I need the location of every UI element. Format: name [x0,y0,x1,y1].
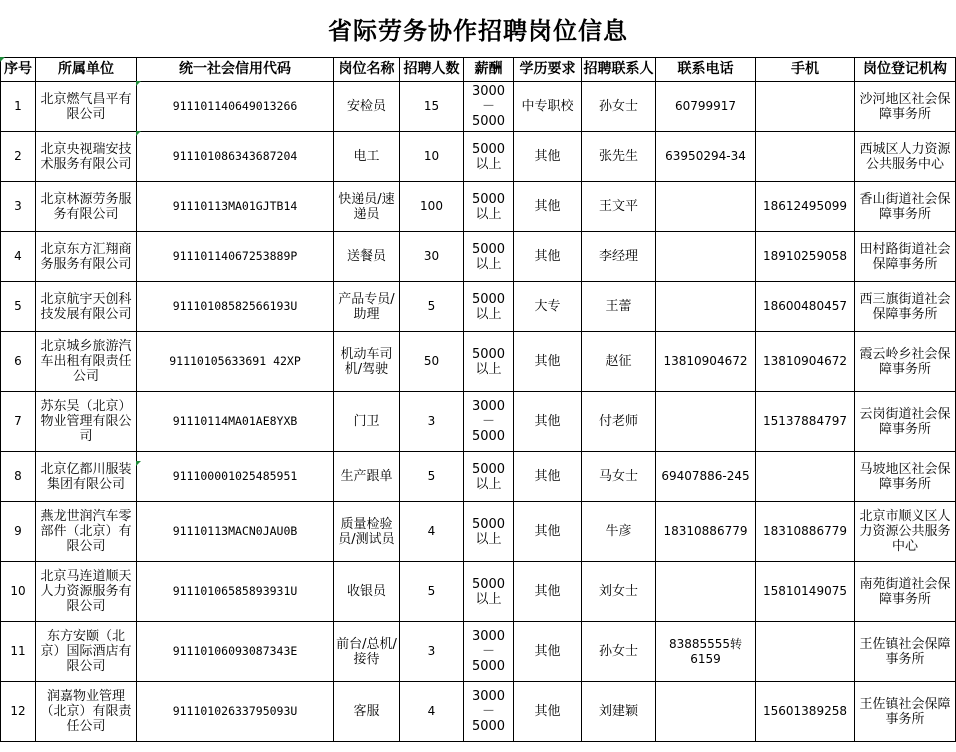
table-row [1,182,956,232]
cell-contact-person[interactable]: 刘建颖 [582,682,656,742]
table-row [1,562,956,622]
cell-education[interactable]: 其他 [514,332,582,392]
cell-company[interactable]: 北京央视瑞安技术服务有限公司 [36,132,137,182]
cell-registration-office[interactable]: 霞云岭乡社会保障事务所 [855,332,956,392]
cell-credit-code[interactable]: 91110114067253889P [137,232,334,282]
table-row [1,682,956,742]
cell-position[interactable]: 生产跟单 [334,452,400,502]
cell-registration-office[interactable]: 王佐镇社会保障事务所 [855,682,956,742]
cell-registration-office[interactable]: 西城区人力资源公共服务中心 [855,132,956,182]
cell-headcount[interactable]: 10 [400,132,464,182]
cell-education[interactable]: 其他 [514,452,582,502]
cell-mobile[interactable] [756,82,855,132]
cell-registration-office[interactable]: 云岗街道社会保障事务所 [855,392,956,452]
cell-mobile[interactable]: 18310886779 [756,502,855,562]
cell-row-index[interactable]: 4 [1,232,36,282]
cell-credit-code[interactable]: 91110108582566193U [137,282,334,332]
job-table [0,57,956,742]
cell-contact-phone[interactable] [656,562,756,622]
cell-row-index[interactable]: 8 [1,452,36,502]
cell-row-index[interactable]: 11 [1,622,36,682]
cell-row-index[interactable]: 7 [1,392,36,452]
cell-contact-person[interactable]: 张先生 [582,132,656,182]
cell-company[interactable]: 北京林源劳务服务有限公司 [36,182,137,232]
cell-mobile[interactable]: 15601389258 [756,682,855,742]
cell-registration-office[interactable]: 北京市顺义区人力资源公共服务中心 [855,502,956,562]
col-header[interactable]: 岗位名称 [334,58,400,82]
cell-position[interactable]: 快递员/速递员 [334,182,400,232]
cell-salary[interactable]: 5000以上 [464,332,514,392]
table-row [1,282,956,332]
cell-contact-phone[interactable]: 69407886-245 [656,452,756,502]
cell-registration-office[interactable]: 马坡地区社会保障事务所 [855,452,956,502]
cell-headcount[interactable]: 4 [400,682,464,742]
cell-contact-person[interactable]: 王文平 [582,182,656,232]
cell-headcount[interactable]: 15 [400,82,464,132]
cell-contact-person[interactable]: 王蕾 [582,282,656,332]
cell-contact-person[interactable]: 赵征 [582,332,656,392]
cell-contact-phone[interactable]: 13810904672 [656,332,756,392]
cell-position[interactable]: 门卫 [334,392,400,452]
cell-contact-phone[interactable]: 63950294-34 [656,132,756,182]
cell-mobile[interactable] [756,622,855,682]
cell-position[interactable]: 前台/总机/接待 [334,622,400,682]
cell-mobile[interactable]: 18910259058 [756,232,855,282]
cell-contact-phone[interactable] [656,182,756,232]
cell-credit-code[interactable]: 911101086343687204 [137,132,334,182]
cell-salary[interactable]: 5000以上 [464,132,514,182]
col-header[interactable]: 联系电话 [656,58,756,82]
table-row [1,332,956,392]
cell-comment-marker [0,57,5,62]
cell-position[interactable]: 电工 [334,132,400,182]
table-row [1,132,956,182]
table-row [1,232,956,282]
table-row [1,82,956,132]
cell-education[interactable]: 中专职校 [514,82,582,132]
cell-registration-office[interactable]: 香山街道社会保障事务所 [855,182,956,232]
cell-comment-marker [136,461,141,466]
cell-registration-office[interactable]: 西三旗街道社会保障事务所 [855,282,956,332]
cell-company[interactable]: 北京航宇天创科技发展有限公司 [36,282,137,332]
table-body [1,82,956,742]
col-header[interactable]: 序号 [1,58,36,82]
cell-headcount[interactable]: 5 [400,452,464,502]
cell-contact-person[interactable]: 孙女士 [582,82,656,132]
cell-salary[interactable]: 5000以上 [464,282,514,332]
cell-position[interactable]: 质量检验员/测试员 [334,502,400,562]
cell-position[interactable]: 客服 [334,682,400,742]
cell-headcount[interactable]: 4 [400,502,464,562]
cell-education[interactable]: 其他 [514,392,582,452]
cell-credit-code[interactable]: 911101140649013266 [137,82,334,132]
cell-credit-code[interactable]: 91110113MA01GJTB14 [137,182,334,232]
cell-row-index[interactable]: 10 [1,562,36,622]
cell-mobile[interactable] [756,132,855,182]
cell-comment-marker [136,131,141,136]
col-header[interactable]: 招聘人数 [400,58,464,82]
cell-credit-code[interactable]: 91110114MA01AE8YXB [137,392,334,452]
cell-salary[interactable]: 5000以上 [464,452,514,502]
cell-education[interactable]: 其他 [514,682,582,742]
table-row [1,392,956,452]
cell-credit-code[interactable]: 91110106093087343E [137,622,334,682]
cell-headcount[interactable]: 3 [400,392,464,452]
cell-education[interactable]: 其他 [514,562,582,622]
cell-contact-person[interactable]: 孙女士 [582,622,656,682]
cell-company[interactable]: 北京燃气昌平有限公司 [36,82,137,132]
cell-salary[interactable]: 5000以上 [464,502,514,562]
cell-contact-phone[interactable] [656,232,756,282]
col-header[interactable]: 手机 [756,58,855,82]
cell-mobile[interactable]: 13810904672 [756,332,855,392]
cell-salary[interactable]: 3000－5000 [464,682,514,742]
cell-row-index[interactable]: 9 [1,502,36,562]
cell-row-index[interactable]: 2 [1,132,36,182]
cell-credit-code[interactable]: 91110106585893931U [137,562,334,622]
col-header[interactable]: 岗位登记机构 [855,58,956,82]
cell-position[interactable]: 收银员 [334,562,400,622]
cell-education[interactable]: 其他 [514,622,582,682]
cell-headcount[interactable]: 100 [400,182,464,232]
cell-contact-person[interactable]: 牛彦 [582,502,656,562]
cell-contact-phone[interactable] [656,282,756,332]
table-row [1,452,956,502]
col-header[interactable]: 招聘联系人 [582,58,656,82]
col-header[interactable]: 学历要求 [514,58,582,82]
cell-education[interactable]: 其他 [514,232,582,282]
cell-company[interactable]: 东方安颐（北京）国际酒店有限公司 [36,622,137,682]
cell-contact-phone[interactable] [656,682,756,742]
cell-headcount[interactable]: 30 [400,232,464,282]
cell-education[interactable]: 大专 [514,282,582,332]
cell-row-index[interactable]: 5 [1,282,36,332]
col-header[interactable]: 统一社会信用代码 [137,58,334,82]
cell-headcount[interactable]: 5 [400,562,464,622]
cell-credit-code[interactable]: 91110113MACN0JAU0B [137,502,334,562]
cell-company[interactable]: 北京亿都川服装集团有限公司 [36,452,137,502]
cell-credit-code[interactable]: 911100001025485951 [137,452,334,502]
cell-mobile[interactable]: 15137884797 [756,392,855,452]
cell-headcount[interactable]: 50 [400,332,464,392]
table-row [1,622,956,682]
cell-position[interactable]: 产品专员/助理 [334,282,400,332]
cell-headcount[interactable]: 3 [400,622,464,682]
cell-position[interactable]: 安检员 [334,82,400,132]
cell-contact-phone[interactable]: 83885555转6159 [656,622,756,682]
cell-contact-person[interactable]: 李经理 [582,232,656,282]
page-title: 省际劳务协作招聘岗位信息 [328,17,628,45]
cell-contact-person[interactable]: 刘女士 [582,562,656,622]
cell-row-index[interactable]: 12 [1,682,36,742]
cell-contact-phone[interactable]: 60799917 [656,82,756,132]
cell-row-index[interactable]: 3 [1,182,36,232]
cell-registration-office[interactable]: 王佐镇社会保障事务所 [855,622,956,682]
cell-education[interactable]: 其他 [514,182,582,232]
cell-company[interactable]: 北京东方汇翔商务服务有限公司 [36,232,137,282]
cell-salary[interactable]: 5000以上 [464,562,514,622]
cell-education[interactable]: 其他 [514,132,582,182]
cell-position[interactable]: 机动车司机/驾驶 [334,332,400,392]
cell-row-index[interactable]: 1 [1,82,36,132]
cell-headcount[interactable]: 5 [400,282,464,332]
cell-salary[interactable]: 3000－5000 [464,392,514,452]
cell-registration-office[interactable]: 沙河地区社会保障事务所 [855,82,956,132]
cell-company[interactable]: 苏东吴（北京）物业管理有限公司 [36,392,137,452]
cell-company[interactable]: 北京城乡旅游汽车出租有限责任公司 [36,332,137,392]
cell-mobile[interactable]: 18612495099 [756,182,855,232]
cell-contact-person[interactable]: 马女士 [582,452,656,502]
cell-salary[interactable]: 3000－5000 [464,622,514,682]
cell-mobile[interactable]: 15810149075 [756,562,855,622]
cell-contact-person[interactable]: 付老师 [582,392,656,452]
col-header[interactable]: 所属单位 [36,58,137,82]
cell-salary[interactable]: 3000－5000 [464,82,514,132]
cell-education[interactable]: 其他 [514,502,582,562]
header-row [1,58,956,82]
cell-mobile[interactable] [756,452,855,502]
cell-registration-office[interactable]: 南苑街道社会保障事务所 [855,562,956,622]
cell-salary[interactable]: 5000以上 [464,182,514,232]
cell-contact-phone[interactable]: 18310886779 [656,502,756,562]
cell-position[interactable]: 送餐员 [334,232,400,282]
cell-company[interactable]: 北京马连道顺天人力资源服务有限公司 [36,562,137,622]
cell-registration-office[interactable]: 田村路街道社会保障事务所 [855,232,956,282]
cell-credit-code[interactable]: 91110105633691 42XP [137,332,334,392]
cell-contact-phone[interactable] [656,392,756,452]
col-header[interactable]: 薪酬 [464,58,514,82]
cell-salary[interactable]: 5000以上 [464,232,514,282]
cell-company[interactable]: 燕龙世润汽车零部件（北京）有限公司 [36,502,137,562]
cell-credit-code[interactable]: 91110102633795093U [137,682,334,742]
table-row [1,502,956,562]
cell-row-index[interactable]: 6 [1,332,36,392]
cell-comment-marker [136,81,141,86]
cell-company[interactable]: 润嘉物业管理（北京）有限责任公司 [36,682,137,742]
cell-mobile[interactable]: 18600480457 [756,282,855,332]
